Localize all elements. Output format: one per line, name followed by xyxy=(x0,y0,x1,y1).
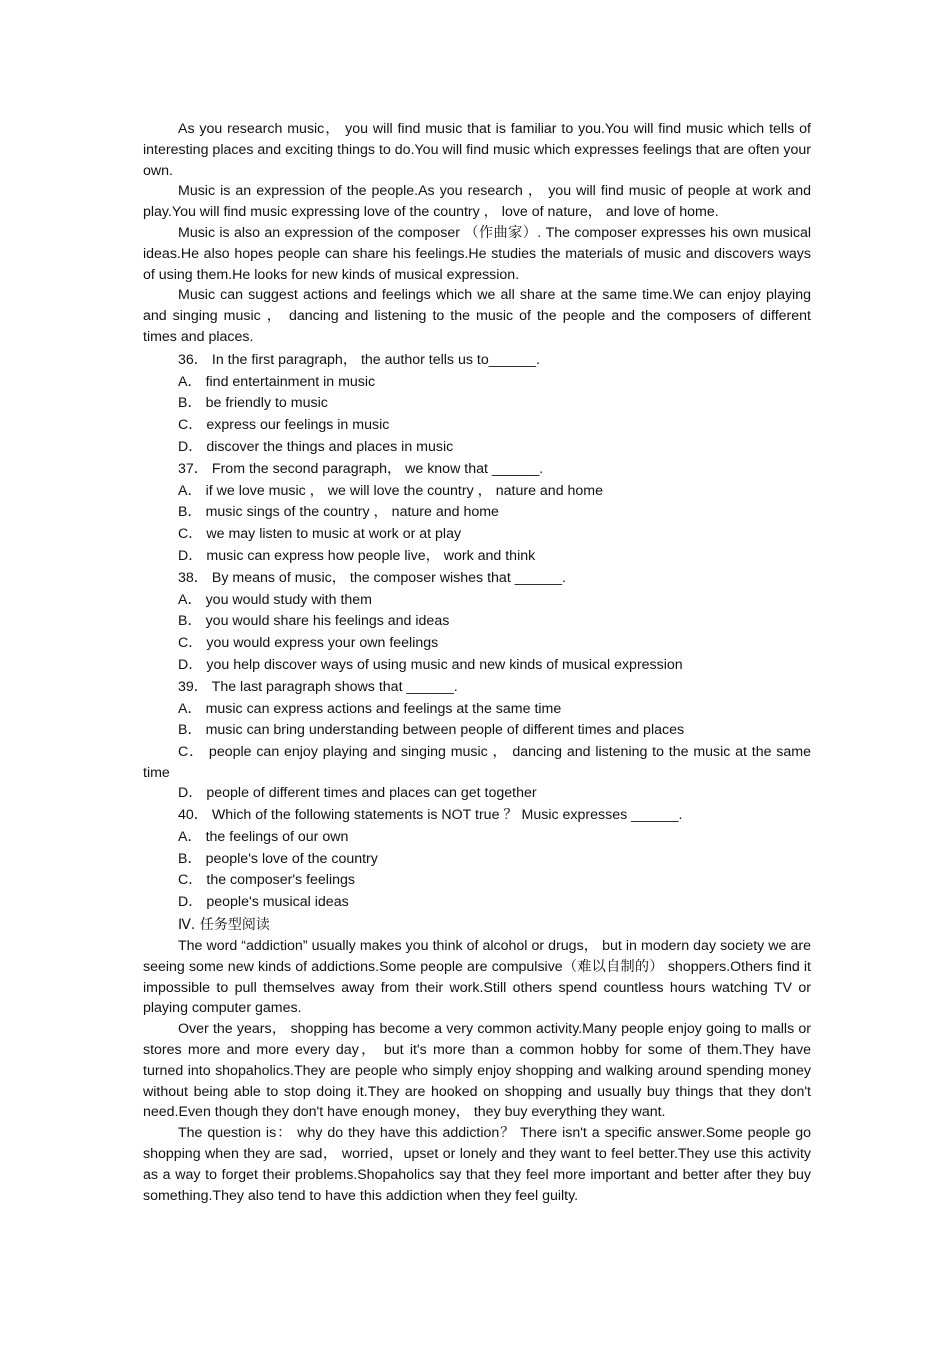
question-option: B． you would share his feelings and ideas xyxy=(178,613,450,630)
question-39 xyxy=(143,677,811,805)
question-stem: 40． Which of the following statements is NOT true ？ Music expresses ______. xyxy=(178,807,683,824)
question-option: B． music sings of the country ， nature and home xyxy=(178,504,499,521)
question-option: B． music can bring understanding between people of different times and places xyxy=(178,722,685,739)
document-page xyxy=(143,119,811,1206)
section-heading: Ⅳ. 任务型阅读 xyxy=(178,917,270,934)
question-36 xyxy=(143,350,811,459)
question-stem: 37． From the second paragraph， we know that ______. xyxy=(178,460,544,477)
question-option: B． be friendly to music xyxy=(178,395,328,412)
question-option: B． people's love of the country xyxy=(178,850,378,867)
passage-paragraph: Music is also an expression of the composer （作曲家）. The composer expresses his own musical ideas.He also hopes people can share his feelings.He studies the materials of music and discovers ways of using them.He looks for new kinds of musical expression. xyxy=(143,224,811,283)
passage-paragraph: The word “addiction” usually makes you think of alcohol or drugs， but in modern day society we are seeing some new kinds of addictions.Some people are compulsive（难以自制的） shoppers.Others find it impossible to pull themselves away from their work.Still others spend countless hours watching TV or playing computer games. xyxy=(143,938,811,1017)
question-37 xyxy=(143,459,811,568)
question-option: C． we may listen to music at work or at play xyxy=(178,526,462,543)
question-stem: 39． The last paragraph shows that ______. xyxy=(178,678,458,695)
question-option: A． the feelings of our own xyxy=(178,828,349,845)
question-option: C． express our feelings in music xyxy=(178,417,390,434)
question-38 xyxy=(143,568,811,677)
question-option: C． people can enjoy playing and singing music ， dancing and listening to the music at the same time xyxy=(143,744,811,781)
question-stem: 36． In the first paragraph， the author tells us to______. xyxy=(178,351,541,368)
passage-paragraph: Over the years， shopping has become a very common activity.Many people enjoy going to malls or stores more and more every day， but it's more than a common hobby for some of them.They have turned into shopaholics.They are people who simply enjoy shopping and walking around spending money without being able to stop doing it.They are hooked on shopping and usually buy things that they don't need.Even though they don't have enough money， they buy everything they want. xyxy=(143,1021,811,1121)
question-option: D． people of different times and places can get together xyxy=(178,785,537,802)
question-option: C． the composer's feelings xyxy=(178,872,355,889)
passage-paragraph: As you research music， you will find music that is familiar to you.You will find music which tells of interesting places and exciting things to do.You will find music which expresses feelings that are often your own. xyxy=(143,121,811,179)
passage-paragraph: The question is： why do they have this addiction？ There isn't a specific answer.Some people go shopping when they are sad， worried，upset or lonely and they want to feel better.They use this activity as a way to forget their problems.Shopaholics say that they feel more important and better after they buy something.They also tend to have this addiction when they feel guilty. xyxy=(143,1125,811,1204)
question-option: D． music can express how people live， work and think xyxy=(178,547,536,564)
question-option: A． find entertainment in music xyxy=(178,373,376,390)
question-option: A． you would study with them xyxy=(178,591,372,608)
question-option: D． people's musical ideas xyxy=(178,894,349,911)
question-option: C． you would express your own feelings xyxy=(178,635,439,652)
passage-paragraph: Music is an expression of the people.As you research ， you will find music of people at work and play.You will find music expressing love of the country ， love of nature， and love of home. xyxy=(143,183,811,221)
passage-paragraph: Music can suggest actions and feelings which we all share at the same time.We can enjoy playing and singing music ， dancing and listening to the music of the people and the composers of different times and places. xyxy=(143,287,811,345)
question-stem: 38． By means of music， the composer wishes that ______. xyxy=(178,569,566,586)
question-40 xyxy=(143,805,811,914)
question-option: A． music can express actions and feelings at the same time xyxy=(178,700,562,717)
question-option: D． discover the things and places in music xyxy=(178,438,454,455)
question-option: D． you help discover ways of using music and new kinds of musical expression xyxy=(178,656,683,673)
question-option: A． if we love music ， we will love the country ， nature and home xyxy=(178,482,604,499)
